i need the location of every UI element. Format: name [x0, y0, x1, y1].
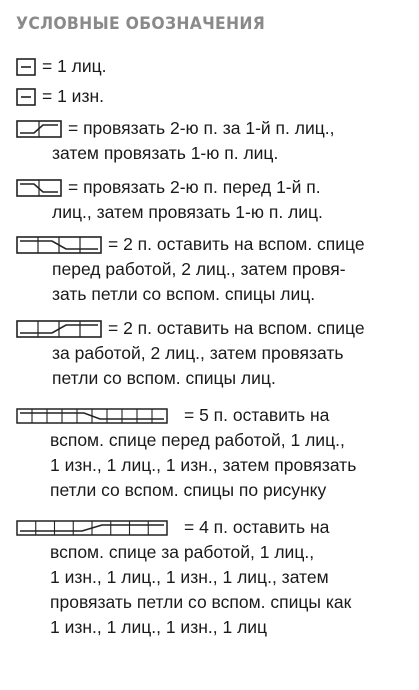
knit-stitch-icon — [16, 58, 36, 76]
legend-entry-cable-4-front — [16, 232, 411, 307]
legend-text: = провязать 2-ю п. перед 1-й п. — [68, 177, 321, 197]
right-cross-icon — [16, 120, 62, 138]
legend-entry-knit — [16, 54, 411, 79]
legend-entry-cable-10-front — [16, 403, 411, 503]
legend-text: затем провязать 1-ю п. лиц. — [52, 143, 279, 163]
cable-4-front-icon — [16, 236, 102, 254]
legend-text: 1 изн., 1 лиц., 1 изн., 1 лиц — [50, 617, 268, 637]
legend-text: петли со вспом. спицы по рисунку — [50, 480, 327, 500]
legend-text: = 1 лиц. — [42, 56, 107, 76]
legend-text: петли со вспом. спицы лиц. — [52, 368, 276, 388]
purl-stitch-icon — [16, 88, 36, 106]
legend-entry-right-cross — [16, 116, 411, 166]
legend-text: = провязать 2-ю п. за 1-й п. лиц., — [68, 118, 335, 138]
legend-text: вспом. спице за работой, 1 лиц., — [50, 542, 315, 562]
cable-10-front-icon — [16, 408, 168, 424]
legend-text: зать петли со вспом. спицы лиц. — [52, 284, 316, 304]
legend-text: провязать петли со вспом. спицы как — [50, 592, 352, 612]
legend-text: перед работой, 2 лиц., затем провя- — [52, 259, 346, 279]
legend-text: = 5 п. оставить на — [184, 405, 330, 425]
legend-entry-cable-8-back — [16, 515, 411, 640]
legend-text: 1 изн., 1 лиц., 1 изн., 1 лиц., затем — [50, 567, 329, 587]
legend-text: за работой, 2 лиц., затем провязать — [52, 343, 344, 363]
legend-text: = 1 изн. — [42, 86, 105, 106]
legend-text: лиц., затем провязать 1-ю п. лиц. — [52, 202, 323, 222]
legend-text: = 2 п. оставить на вспом. спице — [108, 318, 365, 338]
left-cross-icon — [16, 179, 62, 197]
legend-entry-purl — [16, 84, 411, 109]
legend-text: = 4 п. оставить на — [184, 517, 330, 537]
cable-8-back-icon — [16, 520, 168, 536]
legend-title: УСЛОВНЫЕ ОБОЗНАЧЕНИЯ — [16, 14, 266, 34]
legend-text: 1 изн., 1 лиц., 1 изн., затем провязать — [50, 455, 357, 475]
legend-text: вспом. спице перед работой, 1 лиц., — [50, 430, 345, 450]
cable-4-back-icon — [16, 320, 102, 338]
legend-entry-left-cross — [16, 175, 411, 225]
legend-entry-cable-4-back — [16, 316, 411, 391]
legend-text: = 2 п. оставить на вспом. спице — [108, 234, 365, 254]
